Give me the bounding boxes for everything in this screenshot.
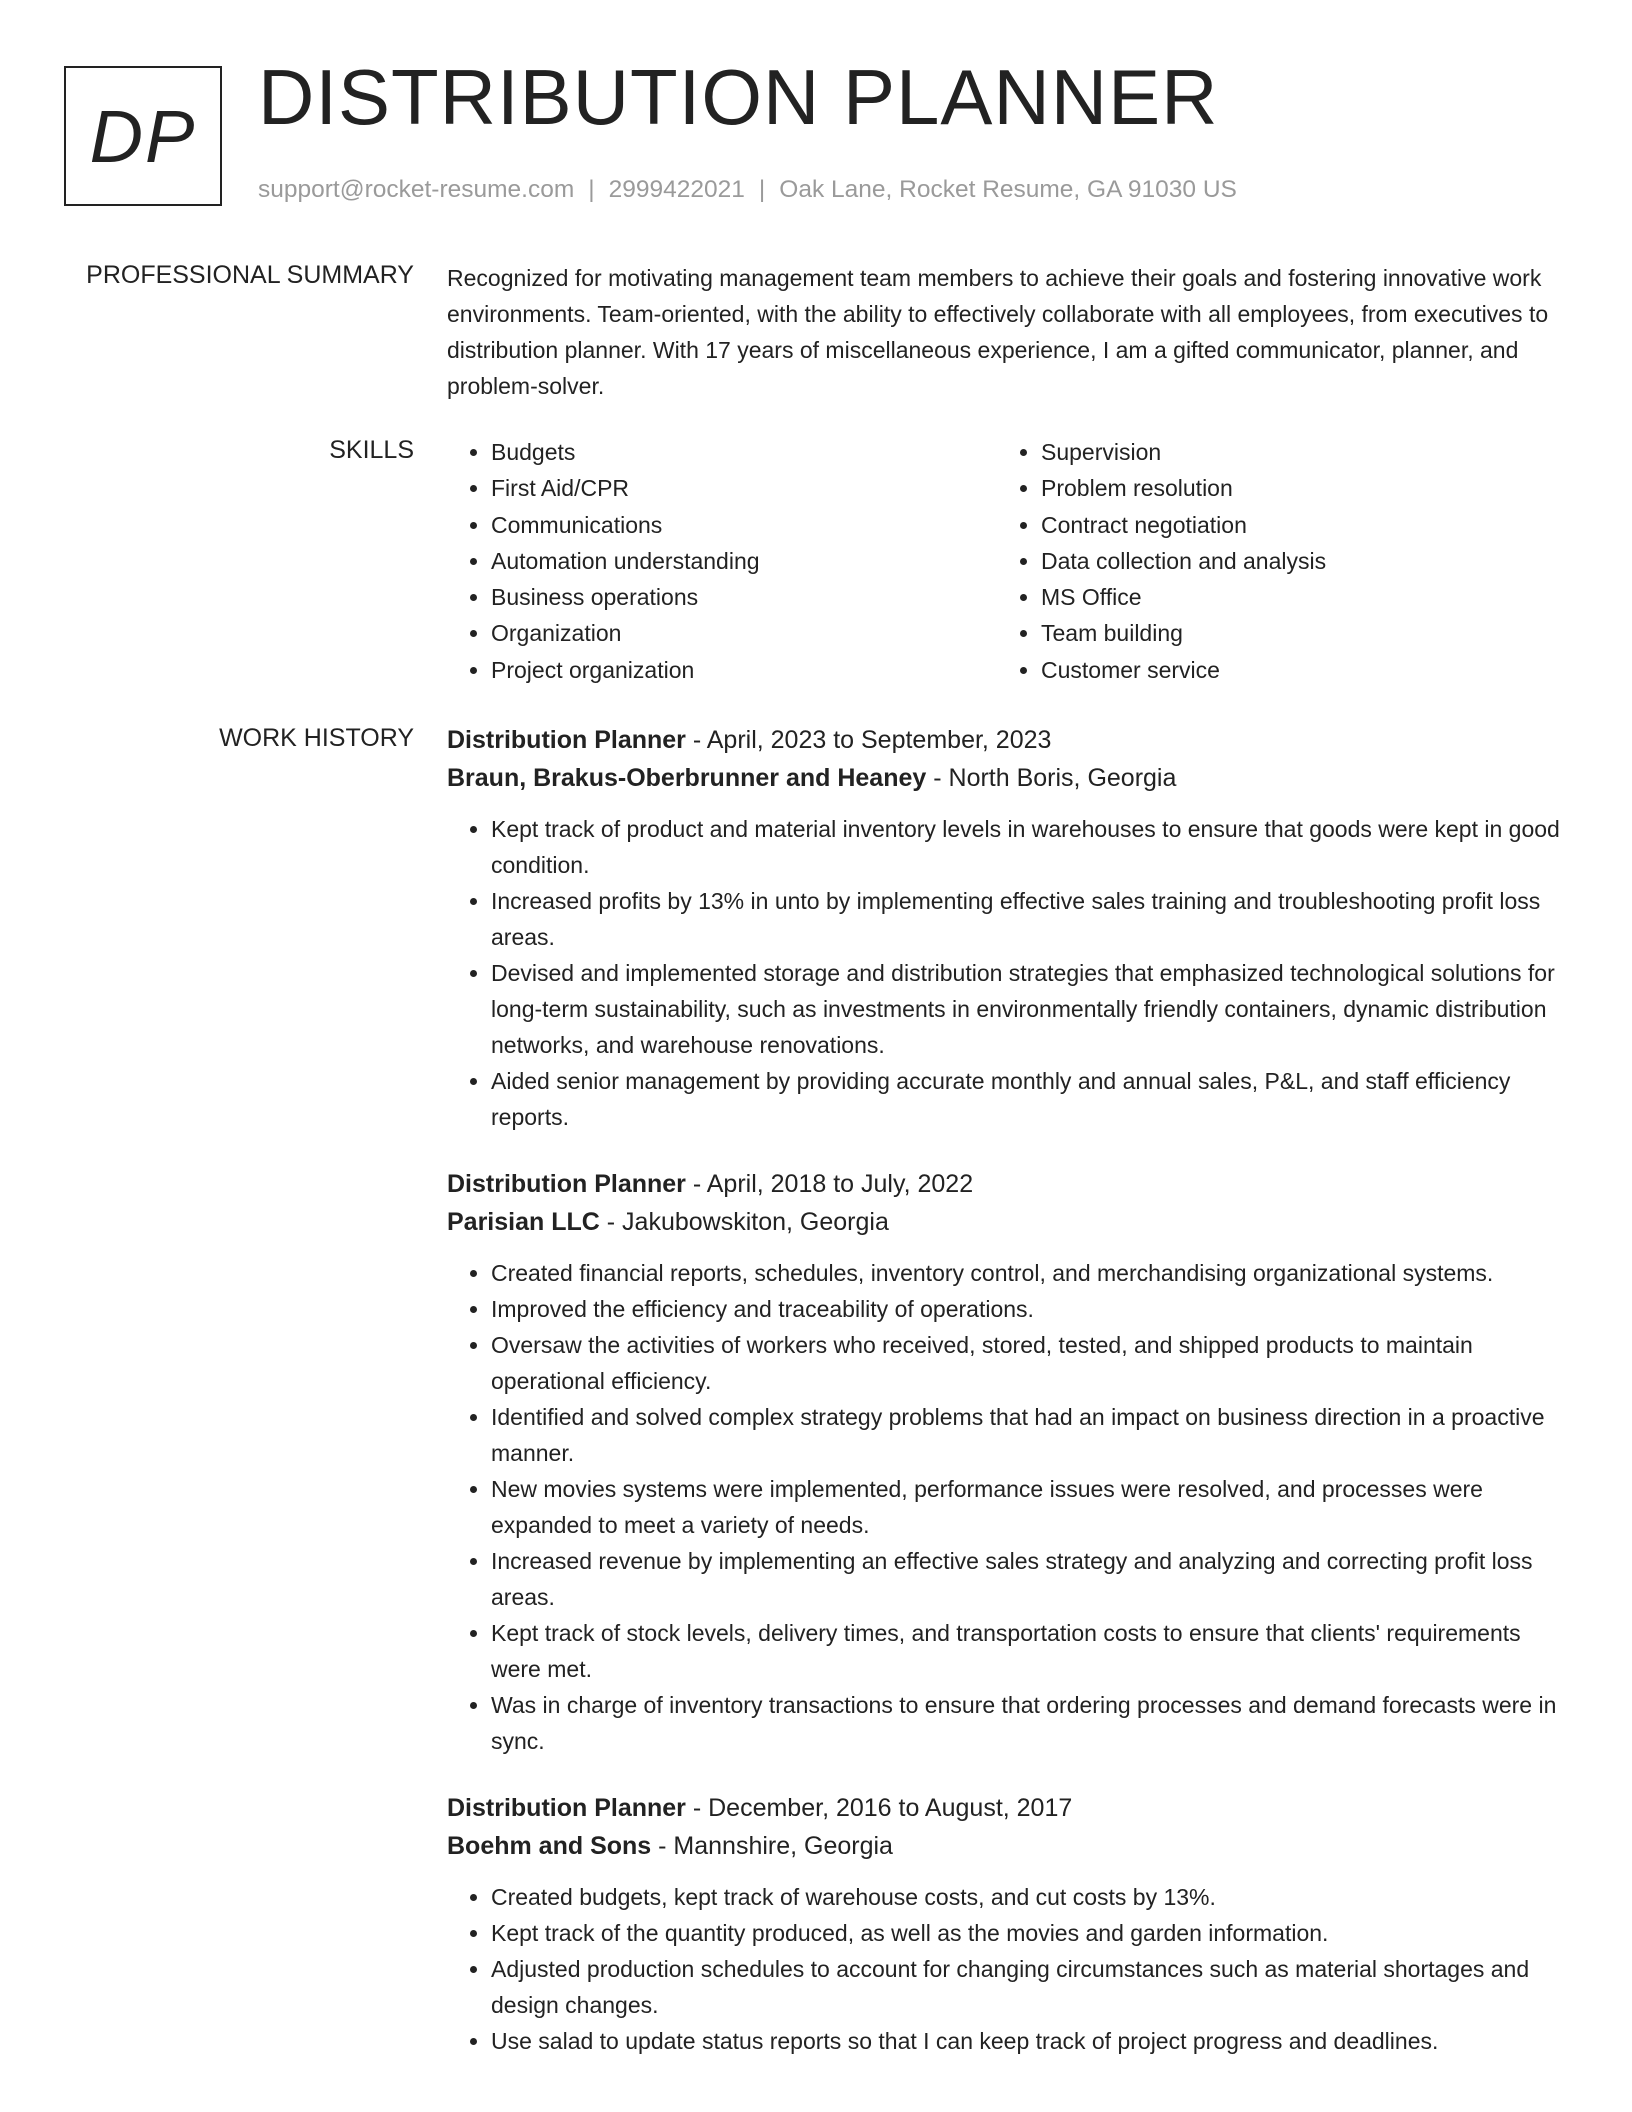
skill-item: • Business operations <box>491 579 997 615</box>
job-company: Boehm and Sons <box>447 1832 652 1860</box>
job-bullet: • Adjusted production schedules to account for changing circumstances such as material shortages and design changes. <box>491 1951 1567 2023</box>
contact-separator: | <box>758 176 766 203</box>
job-bullet: • Improved the efficiency and traceability of operations. <box>491 1291 1567 1327</box>
job-bullet: • Aided senior management by providing accurate monthly and annual sales, P&L, and staff efficiency reports. <box>491 1063 1567 1135</box>
skill-item: • Supervision <box>1041 434 1547 470</box>
job-title: Distribution Planner <box>447 1794 686 1822</box>
skill-item: • MS Office <box>1041 579 1547 615</box>
skill-item: • Customer service <box>1041 652 1547 688</box>
skill-item: • Contract negotiation <box>1041 507 1547 543</box>
job-company: Parisian LLC <box>447 1208 600 1236</box>
resume-title: DISTRIBUTION PLANNER <box>258 53 1219 141</box>
job-bullet: • Kept track of stock levels, delivery times, and transportation costs to ensure that clients' requirements were met. <box>491 1615 1567 1687</box>
job-company-line <box>447 759 1567 797</box>
job-company-line <box>447 1827 1567 1865</box>
job-dates: - December, 2016 to August, 2017 <box>685 1794 1073 1822</box>
skill-item: • Problem resolution <box>1041 470 1547 506</box>
summary-text: Recognized for motivating management team members to achieve their goals and fostering innovative work environments. Team-oriented, with the ability to effectively collaborate with all employees, from executives to distribution planner. With 17 years of miscellaneous experience, I am a gifted communicator, planner, and problem-solver. <box>447 265 1549 399</box>
section-heading-summary: PROFESSIONAL SUMMARY <box>86 261 414 289</box>
skill-item: • Budgets <box>491 434 997 470</box>
skills-list-right <box>997 434 1547 688</box>
job-bullets <box>447 1255 1567 1759</box>
skill-item: • Project organization <box>491 652 997 688</box>
monogram-logo: DP <box>64 66 222 206</box>
job-bullet: • Devised and implemented storage and distribution strategies that emphasized technological solutions for long-term sustainability, such as investments in environmentally friendly containers, dynamic distribution networks, and warehouse renovations. <box>491 955 1567 1063</box>
skills-grid <box>447 434 1567 688</box>
section-heading-skills: SKILLS <box>329 436 414 464</box>
job-title: Distribution Planner <box>447 726 686 754</box>
contact-separator: | <box>588 176 595 203</box>
job-bullet: • Increased profits by 13% in unto by implementing effective sales training and troubleshooting profit loss areas. <box>491 883 1567 955</box>
job-bullet: • Kept track of product and material inventory levels in warehouses to ensure that goods were kept in good condition. <box>491 811 1567 883</box>
job-title-line <box>447 1165 1567 1203</box>
job-entry <box>447 1789 1567 2059</box>
job-company: Braun, Brakus-Oberbrunner and Heaney <box>447 764 927 792</box>
job-bullet: • New movies systems were implemented, performance issues were resolved, and processes were expanded to meet a variety of needs. <box>491 1471 1567 1543</box>
job-bullet: • Created financial reports, schedules, inventory control, and merchandising organizational systems. <box>491 1255 1567 1291</box>
skill-item: • Communications <box>491 507 997 543</box>
job-bullets <box>447 1879 1567 2059</box>
job-list <box>447 721 1567 2089</box>
job-location: - Jakubowskiton, Georgia <box>599 1208 889 1236</box>
skill-item: • Team building <box>1041 615 1547 651</box>
skill-item: • Organization <box>491 615 997 651</box>
job-entry <box>447 721 1567 1135</box>
contact-line <box>258 176 1237 204</box>
contact-address: Oak Lane, Rocket Resume, GA 91030 US <box>779 176 1237 203</box>
job-dates: - April, 2018 to July, 2022 <box>685 1170 974 1198</box>
job-bullet: • Oversaw the activities of workers who received, stored, tested, and shipped products to maintain operational efficiency. <box>491 1327 1567 1399</box>
job-title: Distribution Planner <box>447 1170 686 1198</box>
job-location: - North Boris, Georgia <box>926 764 1177 792</box>
job-bullets <box>447 811 1567 1135</box>
job-bullet: • Increased revenue by implementing an effective sales strategy and analyzing and correcting profit loss areas. <box>491 1543 1567 1615</box>
job-title-line <box>447 1789 1567 1827</box>
contact-email[interactable]: support@rocket-resume.com <box>258 176 575 203</box>
contact-phone[interactable]: 2999422021 <box>608 176 745 203</box>
job-title-line <box>447 721 1567 759</box>
section-heading-work: WORK HISTORY <box>219 724 414 752</box>
skill-item: • Automation understanding <box>491 543 997 579</box>
job-dates: - April, 2023 to September, 2023 <box>685 726 1052 754</box>
job-bullet: • Use salad to update status reports so that I can keep track of project progress and deadlines. <box>491 2023 1567 2059</box>
job-bullet: • Created budgets, kept track of warehouse costs, and cut costs by 13%. <box>491 1879 1567 1915</box>
skills-list-left <box>447 434 997 688</box>
job-location: - Mannshire, Georgia <box>651 1832 893 1860</box>
job-entry <box>447 1165 1567 1759</box>
job-bullet: • Identified and solved complex strategy problems that had an impact on business direction in a proactive manner. <box>491 1399 1567 1471</box>
skill-item: • First Aid/CPR <box>491 470 997 506</box>
job-bullet: • Was in charge of inventory transactions to ensure that ordering processes and demand forecasts were in sync. <box>491 1687 1567 1759</box>
job-company-line <box>447 1203 1567 1241</box>
skill-item: • Data collection and analysis <box>1041 543 1547 579</box>
job-bullet: • Kept track of the quantity produced, as well as the movies and garden information. <box>491 1915 1567 1951</box>
